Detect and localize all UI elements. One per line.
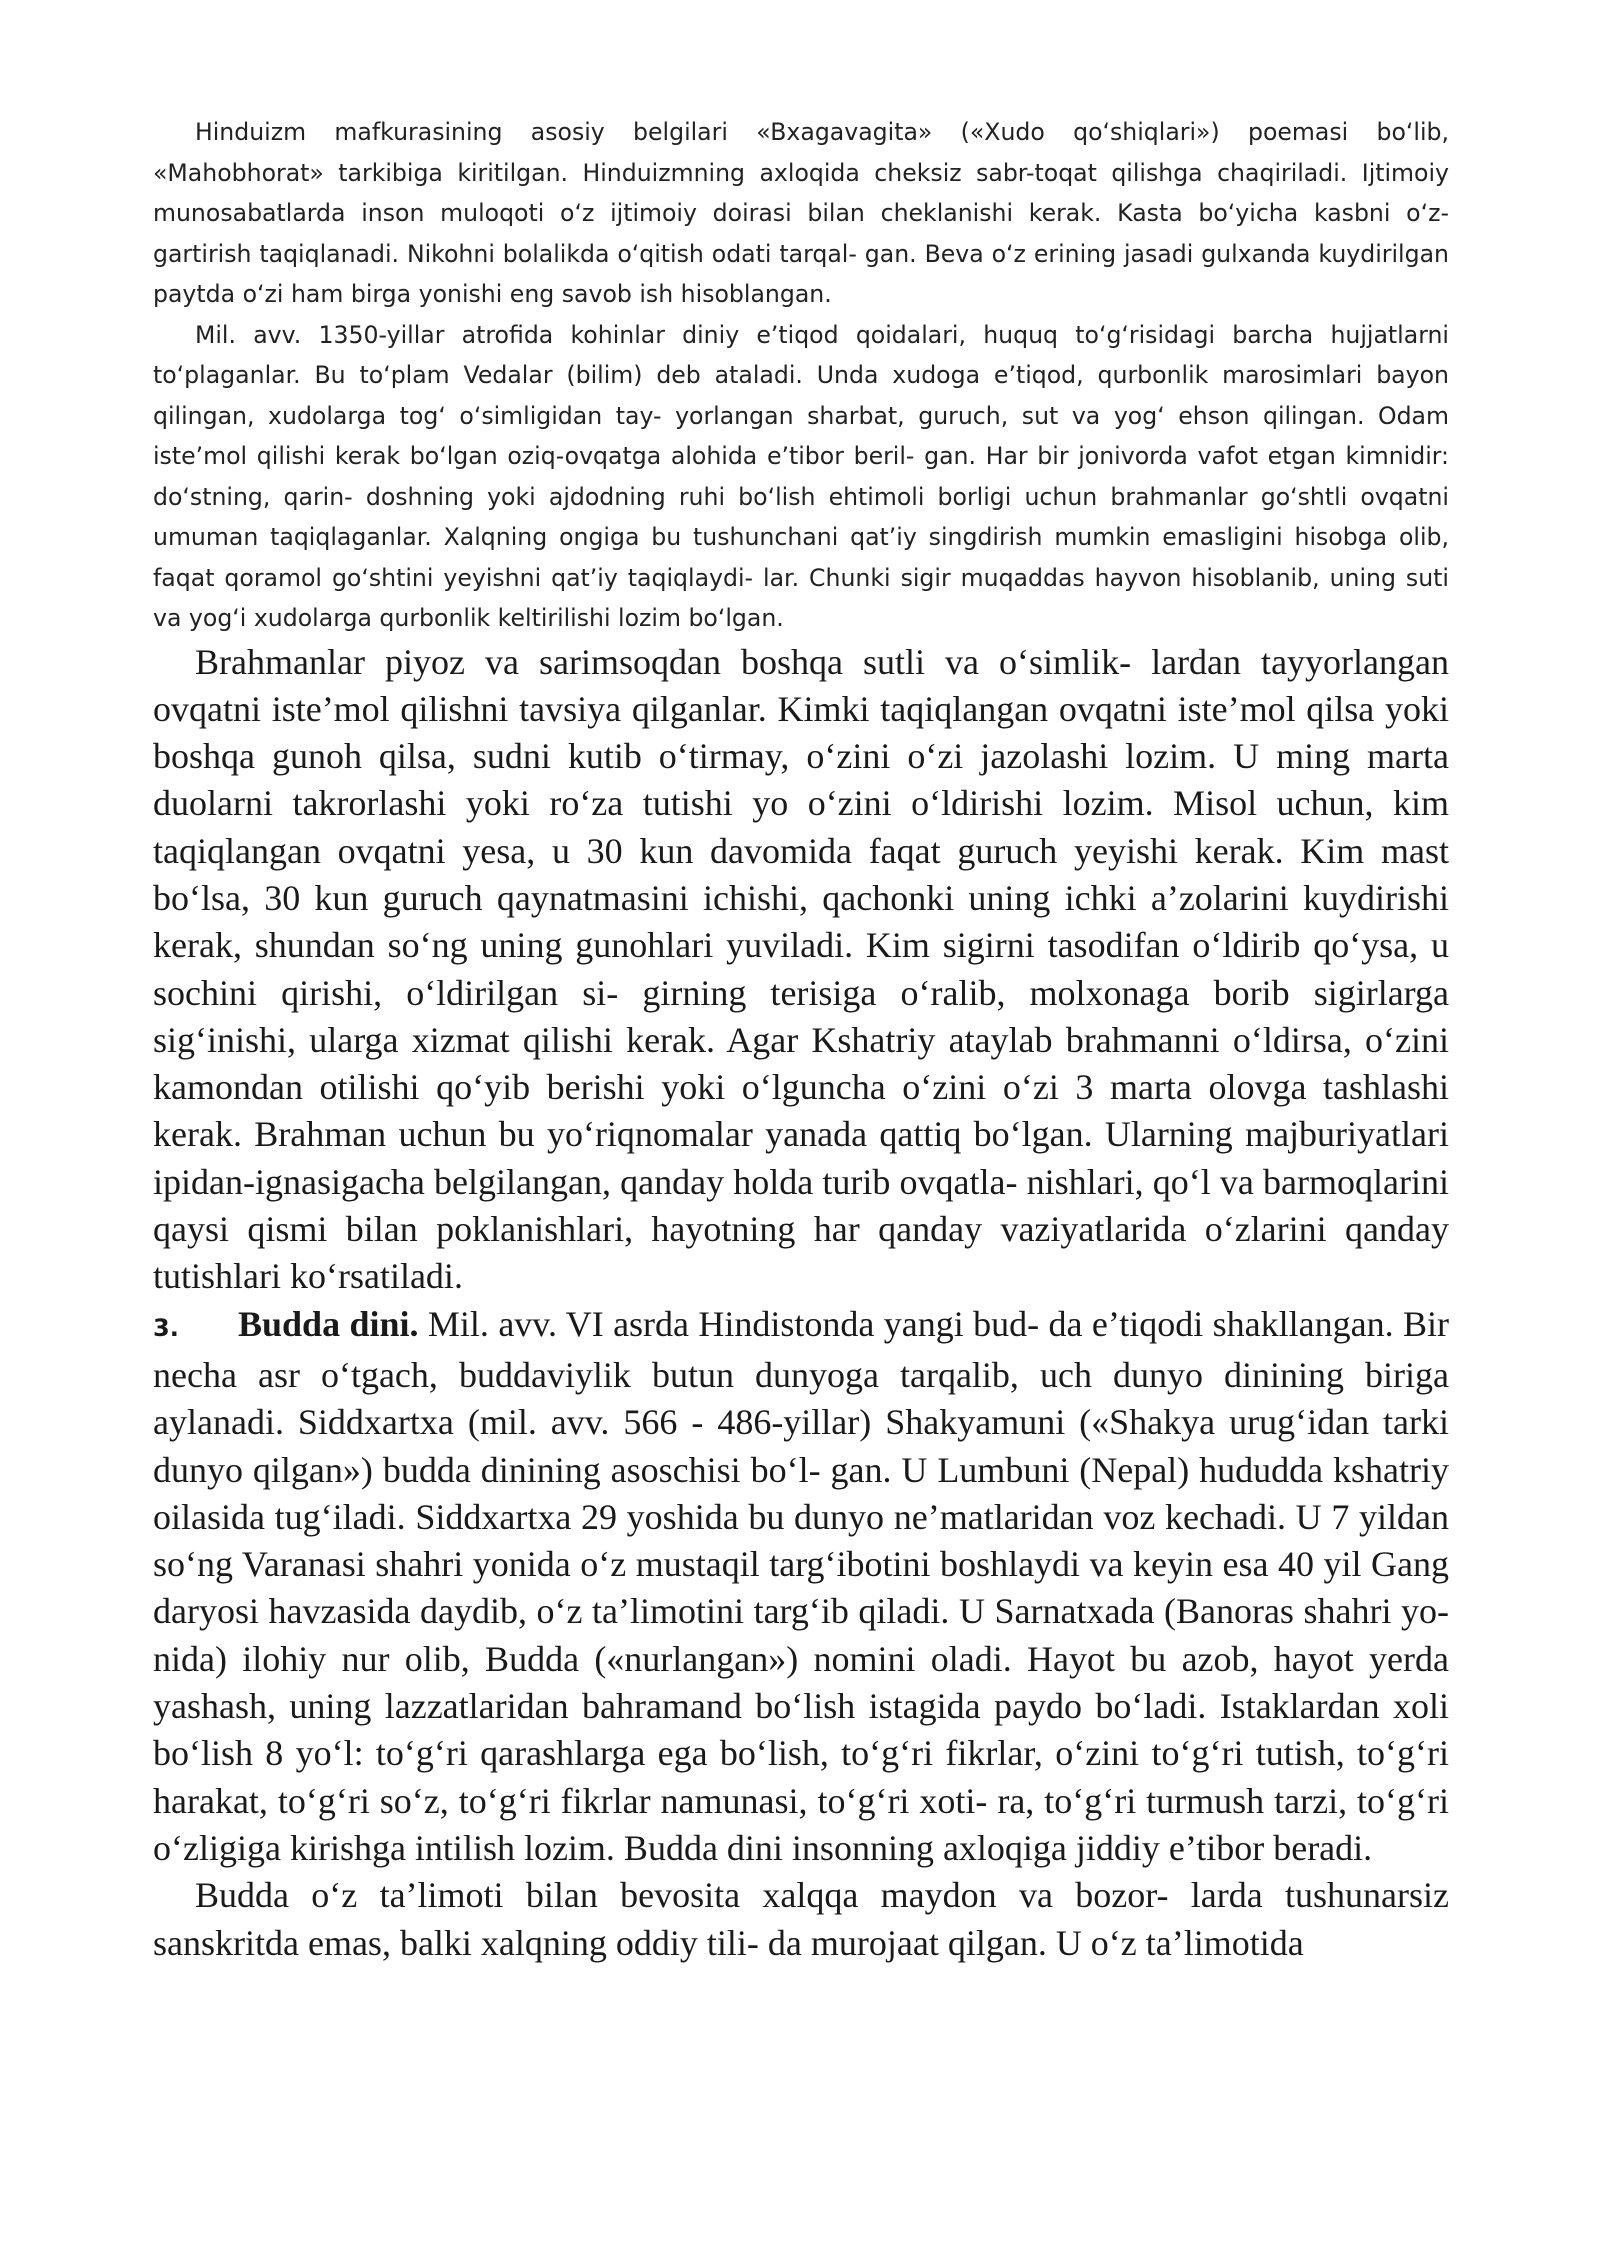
paragraph-hinduism-ideology: Hinduizm mafkurasining asosiy belgilari «Bxagavagita» («Xudo qo‘shiqlari») poemasi bo‘lib, «Mahobhorat» tarkibiga kiritilgan. Hinduizmning axloqida cheksiz sabr-toqat qilishga chaqiriladi. Ijtimoiy munosabatlarda inson muloqoti o‘z ijtimoiy doirasi bilan cheklanishi kerak. Kasta bo‘yicha kasbni o‘z- gartirish taqiqlanadi. Nikohni bolalikda o‘qitish odati tarqal- gan. Beva o‘z erining jasadi gulxanda kuydirilgan paytda o‘zi ham birga yonishi eng savob ish hisoblangan. (153, 118, 1449, 308)
section-text: Mil. avv. VI asrda Hindistonda yangi bud- da e’tiqodi shakllangan. Bir necha asr o‘tgach, buddaviylik butun dunyoga tarqalib, uch dunyo dinining biriga aylanadi. Siddxartxa (mil. avv. 566 - 486-yillar) Shakyamuni («Shakya urug‘idan tarki dunyo qilgan») budda dinining asoschisi bo‘l- gan. U Lumbuni (Nepal) hududda kshatriy oilasida tug‘iladi. Siddxartxa 29 yoshida bu dunyo ne’matlaridan voz kechadi. U 7 yildan so‘ng Varanasi shahri yonida o‘z mustaqil targ‘ibotini boshlaydi va keyin esa 40 yil Gang daryosi havzasida daydib, o‘z ta’limotini targ‘ib qiladi. U Sarnatxada (Banoras shahri yo- nida) ilohiy nur olib, Budda («nurlangan») nomini oladi. Hayot bu azob, hayot yerda yashash, uning lazzatlaridan bahramand bo‘lish istagida paydo bo‘ladi. Istaklardan xoli bo‘lish 8 yo‘l: to‘g‘ri qarashlarga ega bo‘lish, to‘g‘ri fikrlar, o‘zini to‘g‘ri tutish, to‘g‘ri harakat, to‘g‘ri so‘z, to‘g‘ri fikrlar namunasi, to‘g‘ri xoti- ra, to‘g‘ri turmush tarzi, to‘g‘ri o‘zligiga kirishga intilish lozim. Budda dini insonning axloqiga jiddiy e’tibor beradi. (153, 1303, 1449, 1868)
page-content (153, 112, 1449, 1967)
section-buddhism (153, 1301, 1449, 1873)
section-title: Budda dini. (238, 1303, 419, 1344)
paragraph-brahman-food: Brahmanlar piyoz va sarimsoqdan boshqa sutli va o‘simlik- lardan tayyorlangan ovqatni iste’mol qilishni tavsiya qilganlar. Kimki taqiqlangan ovqatni iste’mol qilsa yoki boshqa gunoh qilsa, sudni kutib o‘tirmay, o‘zini o‘zi jazolashi lozim. U ming marta duolarni takrorlashi yoki ro‘za tutishi yo o‘zini o‘ldirishi lozim. Misol uchun, kim taqiqlangan ovqatni yesa, u 30 kun davomida faqat guruch yeyishi kerak. Kim mast bo‘lsa, 30 kun guruch qaynatmasini ichishi, qachonki uning ichki a’zolarini kuydirishi kerak, shundan so‘ng uning gunohlari yuviladi. Kim sigirni tasodifan o‘ldirib qo‘ysa, u sochini qirishi, o‘ldirilgan si- girning terisiga o‘ralib, molxonaga borib sigirlarga sig‘inishi, ularga xizmat qilishi kerak. Agar Kshatriy ataylab brahmanni o‘ldirsa, o‘zini kamondan otilishi qo‘yib berishi yoki o‘lguncha o‘zini o‘zi 3 marta olovga tashlashi kerak. Brahman uchun bu yo‘riqnomalar yanada qattiq bo‘lgan. Ularning majburiyatlari ipidan-ignasigacha belgilangan, qanday holda turib ovqatla- nishlari, qo‘l va barmoqlarini qaysi qismi bilan poklanishlari, hayotning har qanday vaziyatlarida o‘zlarini qanday tutishlari ko‘rsatiladi. (153, 641, 1449, 1297)
section-number: 3. (153, 1313, 179, 1342)
paragraph-buddha-teaching: Budda o‘z ta’limoti bilan bevosita xalqqa maydon va bozor- larda tushunarsiz sanskritda emas, balki xalqning oddiy tili- da murojaat qilgan. U o‘z ta’limotida (153, 1875, 1449, 1963)
paragraph-vedas: Mil. avv. 1350-yillar atrofida kohinlar diniy e’tiqod qoidalari, huquq to‘g‘risidagi barcha hujjatlarni to‘plaganlar. Bu to‘plam Vedalar (bilim) deb ataladi. Unda xudoga e’tiqod, qurbonlik marosimlari bayon qilingan, xudolarga tog‘ o‘simligidan tay- yorlangan sharbat, guruch, sut va yog‘ ehson qilingan. Odam iste’mol qilishi kerak bo‘lgan oziq-ovqatga alohida e’tibor beril- gan. Har bir jonivorda vafot etgan kimnidir: do‘stning, qarin- doshning yoki ajdodning ruhi bo‘lish ehtimoli borligi uchun brahmanlar go‘shtli ovqatni umuman taqiqlaganlar. Xalqning ongiga bu tushunchani qat’iy singdirish mumkin emasligini hisobga olib, faqat qoramol go‘shtini yeyishni qat’iy taqiqlaydi- lar. Chunki sigir muqaddas hayvon hisoblanib, uning suti va yog‘i xudolarga qurbonlik keltirilishi lozim bo‘lgan. (153, 320, 1449, 632)
